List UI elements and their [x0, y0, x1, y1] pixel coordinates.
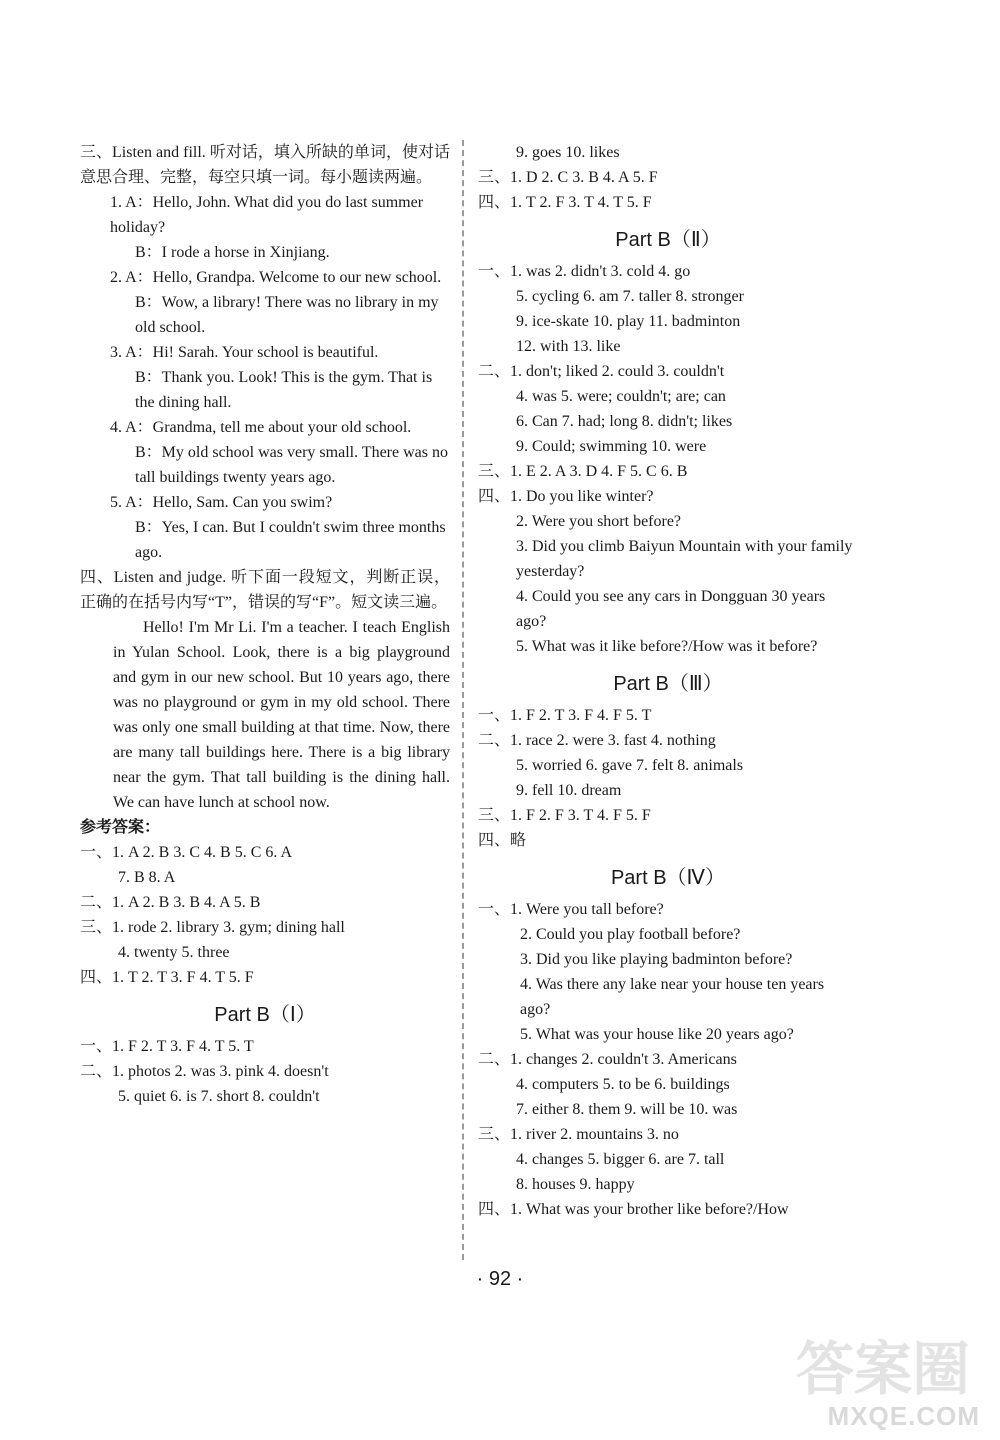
passage-text: Hello! I'm Mr Li. I'm a teacher. I teach English in Yulan School. Look, there is a big playground and gym in our new school. But 10 years ago, there was no playground or gym in my old school. There was only one small building at that time. Now, there are many tall buildings here. There is a big library near the gym. That tall building is the dining hall. We can have lunch at school now.	[113, 619, 450, 811]
answer-line: 9. Could; swimming 10. were	[516, 438, 707, 455]
answer-line	[478, 509, 858, 659]
answer-line: 二、1. don't; liked 2. could 3. couldn't	[478, 363, 725, 380]
part-b1-heading: Part B（Ⅰ）	[214, 1004, 316, 1026]
answer-line: 4. Was there any lake near your house ten years ago?	[520, 976, 825, 1018]
answer-line: 9. goes 10. likes	[516, 144, 620, 161]
watermark-logo	[780, 1322, 980, 1432]
dialogue-4-a: 4. A：Grandma, tell me about your old school.	[110, 419, 412, 436]
answer-line: 5. What was your house like 20 years ago?	[520, 1026, 794, 1043]
dialogue-3-b: B：Thank you. Look! This is the gym. That is the dining hall.	[135, 369, 433, 411]
part-b4-heading: Part B（Ⅳ）	[610, 867, 726, 889]
answer-line: 5. worried 6. gave 7. felt 8. animals	[516, 757, 744, 774]
answer-line: 7. either 8. them 9. will be 10. was	[516, 1101, 738, 1118]
answer-line: 三、1. E 2. A 3. D 4. F 5. C 6. B	[478, 463, 688, 480]
answer-line: 7. B 8. A	[118, 869, 176, 886]
page-number: · 92 ·	[476, 1268, 524, 1290]
dialogue-3-a: 3. A：Hi! Sarah. Your school is beautiful.	[110, 344, 379, 361]
part-b2-heading: Part B（Ⅱ）	[615, 229, 721, 251]
answer-line: 二、1. photos 2. was 3. pink 4. doesn't	[80, 1063, 329, 1080]
dialogue-4-b: B：My old school was very small. There was no tall buildings twenty years ago.	[135, 444, 448, 486]
answer-line: 5. cycling 6. am 7. taller 8. stronger	[516, 288, 744, 305]
answer-line: 一、1. F 2. T 3. F 4. F 5. T	[478, 707, 652, 724]
answer-line: 2. Could you play football before?	[520, 926, 741, 943]
dialogue-2-a: 2. A：Hello, Grandpa. Welcome to our new school.	[110, 269, 442, 286]
dialogue-1	[80, 190, 450, 265]
answer-line: 4. twenty 5. three	[118, 944, 230, 961]
part-b3-heading: Part B（Ⅲ）	[613, 673, 723, 695]
answer-line: 12. with 13. like	[516, 338, 621, 355]
dialogue-5	[80, 490, 450, 565]
answer-line: 二、1. race 2. were 3. fast 4. nothing	[478, 732, 716, 749]
answer-line: 9. fell 10. dream	[516, 782, 622, 799]
answer-line: 一、1. was 2. didn't 3. cold 4. go	[478, 263, 691, 280]
answer-line: 2. Were you short before?	[516, 513, 682, 530]
answer-line: 四、1. T 2. F 3. T 4. T 5. F	[478, 194, 652, 211]
answer-line: 5. What was it like before?/How was it before?	[516, 638, 818, 655]
dialogue-5-a: 5. A：Hello, Sam. Can you swim?	[110, 494, 333, 511]
answer-line: 四、略	[478, 832, 527, 849]
answer-line: 三、1. river 2. mountains 3. no	[478, 1126, 679, 1143]
answer-line: 4. Could you see any cars in Dongguan 30 years ago?	[516, 588, 826, 630]
answer-line: 3. Did you like playing badminton before?	[520, 951, 793, 968]
dialogue-3	[80, 340, 450, 415]
dialogue-1-a: 1. A：Hello, John. What did you do last summer holiday?	[110, 194, 424, 236]
answer-line: 一、1. A 2. B 3. C 4. B 5. C 6. A	[80, 844, 293, 861]
left-column	[80, 140, 450, 1109]
answers-title: 参考答案：	[80, 819, 161, 836]
dialogue-4	[80, 415, 450, 490]
watermark-url: MXQE.COM	[827, 1401, 980, 1431]
answer-line: 4. was 5. were; couldn't; are; can	[516, 388, 726, 405]
right-column	[478, 140, 858, 1222]
answer-line: 四、1. Do you like winter?	[478, 488, 654, 505]
dialogue-2	[80, 265, 450, 340]
answer-line: 4. changes 5. bigger 6. are 7. tall	[516, 1151, 725, 1168]
answer-group	[478, 922, 858, 1047]
dialogue-1-b: B：I rode a horse in Xinjiang.	[135, 244, 330, 261]
answer-line: 3. Did you climb Baiyun Mountain with your family yesterday?	[516, 538, 853, 580]
answer-line: 8. houses 9. happy	[516, 1176, 635, 1193]
listening-passage	[80, 615, 450, 815]
answer-line: 三、1. rode 2. library 3. gym; dining hall	[80, 919, 345, 936]
dialogue-2-b: B：Wow, a library! There was no library in my old school.	[135, 294, 439, 336]
watermark-cn: 答案圈	[795, 1337, 970, 1402]
answer-line: 三、1. D 2. C 3. B 4. A 5. F	[478, 169, 658, 186]
column-divider	[462, 140, 464, 1260]
answer-line: 三、1. F 2. F 3. T 4. F 5. F	[478, 807, 651, 824]
answer-line: 5. quiet 6. is 7. short 8. couldn't	[118, 1088, 320, 1105]
answer-line: 4. computers 5. to be 6. buildings	[516, 1076, 730, 1093]
answer-line: 6. Can 7. had; long 8. didn't; likes	[516, 413, 733, 430]
answer-line: 二、1. changes 2. couldn't 3. Americans	[478, 1051, 737, 1068]
answer-line: 9. ice-skate 10. play 11. badminton	[516, 313, 741, 330]
section-4-title: 四、Listen and judge. 听下面一段短文，判断正误，正确的在括号内写“T”，错误的写“F”。短文读三遍。	[80, 569, 450, 611]
answer-line: 四、1. What was your brother like before?/How	[478, 1201, 789, 1218]
answer-line: 一、1. Were you tall before?	[478, 901, 664, 918]
dialogue-5-b: B：Yes, I can. But I couldn't swim three months ago.	[135, 519, 446, 561]
section-3-title: 三、Listen and fill. 听对话，填入所缺的单词，使对话意思合理、完整，每空只填一词。每小题读两遍。	[80, 144, 450, 186]
answer-line: 一、1. F 2. T 3. F 4. T 5. T	[80, 1038, 254, 1055]
answer-line: 二、1. A 2. B 3. B 4. A 5. B	[80, 894, 261, 911]
answer-line: 四、1. T 2. T 3. F 4. T 5. F	[80, 969, 254, 986]
